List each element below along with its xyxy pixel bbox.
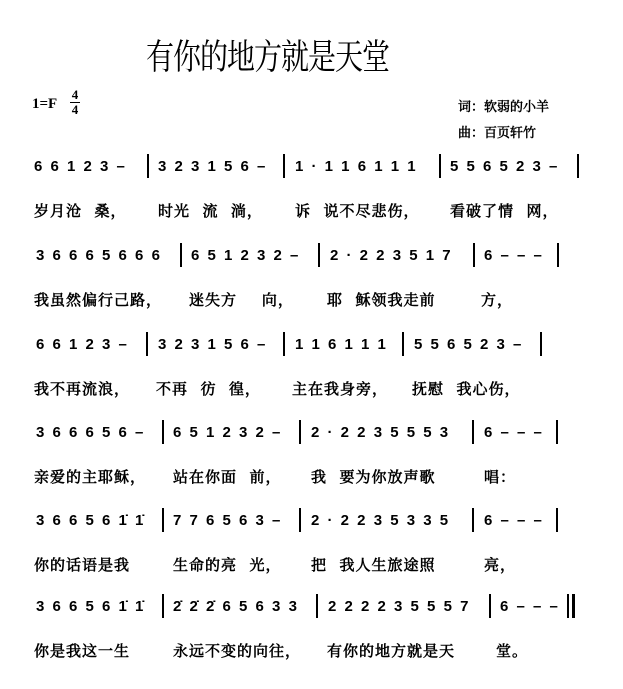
- measure: 2̇ 2̇ 2̇ 6 5 6 3 3: [173, 598, 299, 615]
- lyric: 迷失方 向，: [189, 291, 294, 309]
- staff-row-5: [0, 512, 623, 574]
- barline: [162, 508, 164, 532]
- measure: 6 – – –: [484, 512, 544, 529]
- lyric: 唱：: [484, 468, 517, 486]
- measure: 1 1 6 1 1 1: [295, 336, 388, 353]
- barline: [162, 420, 164, 444]
- measure: 5 5 6 5 2 3 –: [414, 336, 524, 353]
- staff-row-2: [0, 247, 623, 309]
- measure: 2 · 2 2 3 5 1 7: [330, 247, 453, 264]
- measure: 6 – – –: [484, 424, 544, 441]
- barline: [473, 243, 475, 267]
- lyric: 有你的地方就是天: [327, 642, 456, 660]
- measure: 6 – – –: [484, 247, 544, 264]
- barline: [557, 243, 559, 267]
- barline: [162, 594, 164, 618]
- lyric: 方，: [481, 291, 514, 309]
- lyric: 把 我人生旅途照: [311, 556, 436, 574]
- barline: [556, 420, 558, 444]
- barline: [577, 154, 579, 178]
- barline: [540, 332, 542, 356]
- final-barline: [567, 594, 575, 618]
- measure: 3 2 3 1 5 6 –: [158, 336, 268, 353]
- staff-row-4: [0, 424, 623, 486]
- barline: [283, 154, 285, 178]
- barline: [472, 420, 474, 444]
- measure: 3 6 6 6 5 6 6 6: [36, 247, 162, 264]
- measure: 6 5 1 2 3 2 –: [173, 424, 283, 441]
- measure: 3 6 6 5 6 1̇ 1̇: [36, 598, 146, 615]
- barline: [472, 508, 474, 532]
- measure: 6 – – –: [500, 598, 560, 615]
- composer-credit: 曲：百页轩竹: [458, 126, 537, 141]
- barline: [402, 332, 404, 356]
- lyric: 亲爱的主耶稣，: [34, 468, 147, 486]
- measure: 3 2 3 1 5 6 –: [158, 158, 268, 175]
- time-signature-bottom: 4: [71, 102, 79, 117]
- time-signature-top: 4: [71, 87, 79, 102]
- lyric: 生命的亮 光，: [173, 556, 282, 574]
- barline: [283, 332, 285, 356]
- lyric: 我 要为你放声歌: [311, 468, 436, 486]
- barline: [299, 508, 301, 532]
- barline: [439, 154, 441, 178]
- lyric: 永远不变的向往，: [173, 642, 302, 660]
- staff-row-1: [0, 158, 623, 220]
- lyric: 抚慰 我心伤，: [412, 380, 521, 398]
- measure: 3 6 6 6 5 6 –: [36, 424, 146, 441]
- lyric: 堂。: [496, 642, 529, 660]
- staff-row-6: [0, 598, 623, 660]
- lyric: 耶 稣领我走前: [327, 291, 436, 309]
- lyric: 你是我这一生: [34, 642, 131, 660]
- song-title: 有你的地方就是天堂: [146, 36, 390, 78]
- barline: [180, 243, 182, 267]
- measure: 2 · 2 2 3 5 5 5 3: [311, 424, 451, 441]
- staff-row-3: [0, 336, 623, 398]
- barline: [146, 332, 148, 356]
- measure: 3 6 6 5 6 1̇ 1̇: [36, 512, 146, 529]
- measure: 6 6 1 2 3 –: [36, 336, 129, 353]
- lyricist-credit: 词：软弱的小羊: [458, 100, 550, 115]
- measure: 5 5 6 5 2 3 –: [450, 158, 560, 175]
- lyric: 主在我身旁，: [292, 380, 389, 398]
- lyric: 岁月沧 桑，: [34, 202, 127, 220]
- barline: [299, 420, 301, 444]
- measure: 7 7 6 5 6 3 –: [173, 512, 283, 529]
- time-signature: [70, 89, 80, 116]
- lyric: 诉 说不尽悲伤，: [295, 202, 420, 220]
- measure: 1 · 1 1 6 1 1 1: [295, 158, 418, 175]
- measure: 2 · 2 2 3 5 3 3 5: [311, 512, 451, 529]
- key-signature: 1=F: [32, 96, 58, 112]
- barline: [489, 594, 491, 618]
- barline: [318, 243, 320, 267]
- lyric: 你的话语是我: [34, 556, 131, 574]
- barline: [316, 594, 318, 618]
- barline: [556, 508, 558, 532]
- lyric: 不再 彷 徨，: [156, 380, 261, 398]
- measure: 6 5 1 2 3 2 –: [191, 247, 301, 264]
- lyric: 我虽然偏行己路，: [34, 291, 163, 309]
- lyric: 我不再流浪，: [34, 380, 131, 398]
- lyric: 看破了情 网，: [450, 202, 559, 220]
- measure: 2 2 2 2 3 5 5 5 7: [328, 598, 471, 615]
- lyric: 亮，: [484, 556, 517, 574]
- barline: [147, 154, 149, 178]
- lyric: 时光 流 淌，: [158, 202, 263, 220]
- lyric: 站在你面 前，: [173, 468, 282, 486]
- measure: 6 6 1 2 3 –: [34, 158, 127, 175]
